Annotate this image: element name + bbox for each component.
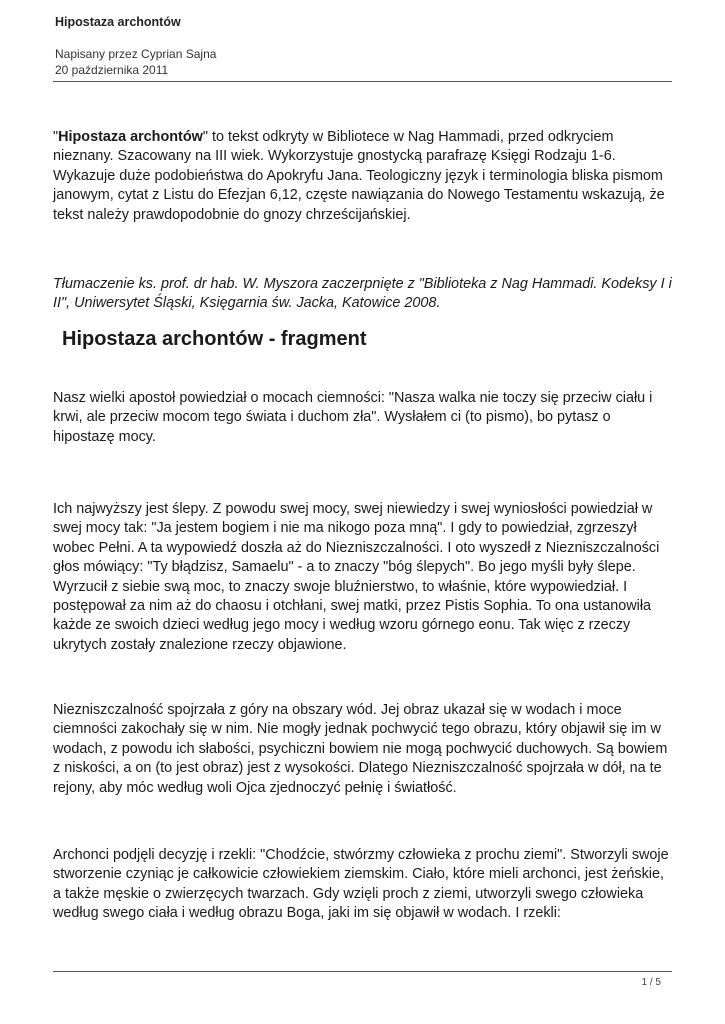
document-title: Hipostaza archontów xyxy=(55,15,181,29)
intro-bold-title: Hipostaza archontów xyxy=(58,129,203,145)
intro-paragraph xyxy=(53,128,675,225)
body-paragraph: Ich najwyższy jest ślepy. Z powodu swej mocy, swej niewiedzy i swej wyniosłości powiedział w swej mocy tak: "Ja jestem bogiem i nie ma nikogo poza mną". I gdy to powiedział, zgrzeszył wobec Pełni. A ta wypowiedź doszła aż do Niezniszczalności. I oto wyszedł z Niezniszczalności głos mówiący: "Ty błądzisz, Samaelu" - a to znaczy "bóg ślepych". Bo jego myśli były ślepe. Wyrzucił z siebie swą moc, to znaczy swoje bluźnierstwo, to właśnie, które wypowiedział. I postępował za nim aż do chaosu i otchłani, swej matki, przez Pistis Sophia. To ona ustanowiła każde ze swoich dzieci według jego mocy i według wzoru górnego eonu. Tak więc z rzeczy ukrytych zostały znalezione rzeczy objawione. xyxy=(53,501,660,653)
translation-note: Tłumaczenie ks. prof. dr hab. W. Myszora zaczerpnięte z "Biblioteka z Nag Hammadi. Kodeksy I i II", Uniwersytet Śląski, Księgarnia św. Jacka, Katowice 2008. xyxy=(53,276,672,312)
intro-quote-open: " xyxy=(53,129,59,145)
body-paragraph: Archonci podjęli decyzję i rzekli: "Chodźcie, stwórzmy człowieka z prochu ziemi". Stworzyli swoje stworzenie czyniąc je całkowicie człowiekiem ziemskim. Ciało, które mieli archonci, jest żeńskie, a także męskie o zwierzęcych twarzach. Gdy wzięli proch z ziemi, utworzyli swego człowieka według swego ciała i według obrazu Boga, jaki im się objawił w wodach. I rzekli: xyxy=(53,847,669,922)
header-divider xyxy=(53,81,672,82)
intro-text: " to tekst odkryty w Bibliotece w Nag Hammadi, przed odkryciem nieznany. Szacowany na III wiek. Wykorzystuje gnostycką parafrazę Księgi Rodzaju 1-6. Wykazuje duże podobieństwa do Apokryfu Jana. Teologiczny język i terminologia bliska pismom janowym, cytat z Listu do Efezjan 6,12, częste nawiązania do Nowego Testamentu wskazują, że tekst należy prawdopodobnie do gnozy chrześcijańskiej. xyxy=(53,129,665,223)
body-paragraph: Niezniszczalność spojrzała z góry na obszary wód. Jej obraz ukazał się w wodach i moce ciemności zakochały się w nim. Nie mogły jednak pochwycić tego obrazu, który objawił się im w wodach, z powodu ich słabości, psychiczni bowiem nie mogą pochwycić duchowych. Są bowiem z niskości, a on (to jest obraz) jest z wysokości. Dlatego Niezniszczalność spojrzała w dół, na te rejony, aby móc według woli Ojca zjednoczyć pełnię i światłość. xyxy=(53,702,668,796)
body-paragraph: Nasz wielki apostoł powiedział o mocach ciemności: "Nasza walka nie toczy się przeciw ciału i krwi, ale przeciw mocom tego świata i duchom zła". Wysłałem ci (to pismo), bo pytasz o hipostazę mocy. xyxy=(53,390,653,445)
document-meta xyxy=(55,46,216,78)
date-line: 20 października 2011 xyxy=(55,63,169,77)
section-heading: Hipostaza archontów - fragment xyxy=(62,328,367,350)
page-number: 1 / 5 xyxy=(641,977,661,988)
author-line: Napisany przez Cyprian Sajna xyxy=(55,47,217,61)
footer-divider xyxy=(53,971,672,972)
